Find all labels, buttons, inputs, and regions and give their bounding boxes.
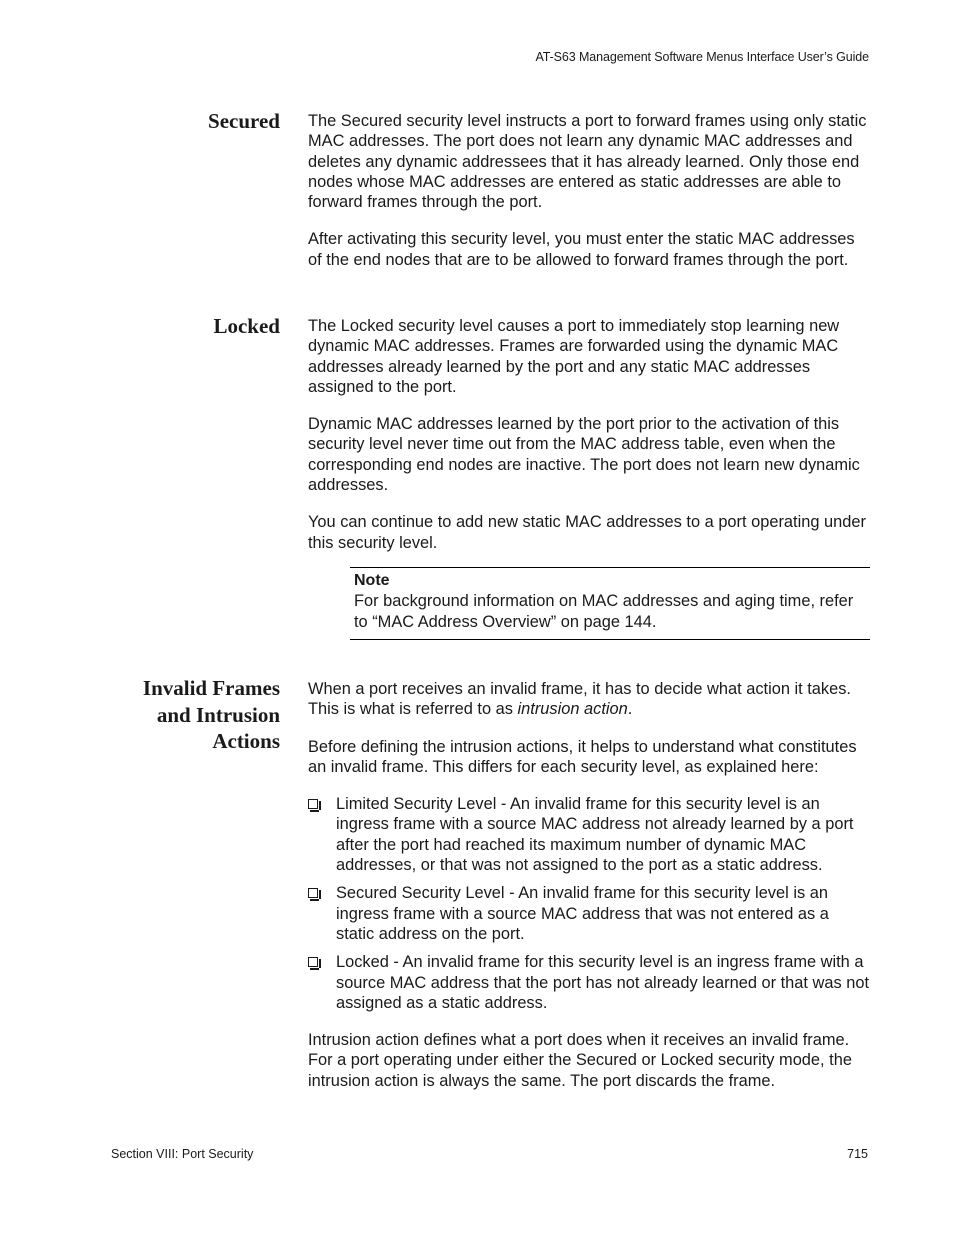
list-item-text: Locked - An invalid frame for this security level is an ingress frame with a source MAC address that the port has not already learned or that was not assigned as a static address. [336, 953, 869, 1012]
heading-line-1: Invalid Frames [142, 676, 280, 700]
list-item [308, 794, 870, 875]
intro-text: When a port receives an invalid frame, it has to decide what action it takes. This is what is referred to as [308, 680, 851, 719]
heading-line-3: Actions [212, 729, 280, 753]
checkbox-bullet-icon [308, 957, 318, 967]
heading-locked: Locked [213, 314, 280, 338]
checkbox-bullet-icon [308, 799, 318, 809]
intro-end: . [627, 700, 633, 719]
list-item-text: Limited Security Level - An invalid frame for this security level is an ingress frame with a source MAC address not already learned by a port after the port had reached its maximum number of dynamic MAC addresses, or that was not assigned to the port as a static address. [336, 795, 854, 875]
heading-line-2: and Intrusion [156, 702, 280, 727]
checkbox-bullet-icon [308, 888, 318, 898]
invalid-intro-paragraph [308, 679, 870, 720]
footer-page-number: 715 [847, 1147, 868, 1161]
locked-paragraph-3: You can continue to add new static MAC addresses to a port operating under this security level. [308, 513, 866, 552]
invalid-closing-paragraph: Intrusion action defines what a port does when it receives an invalid frame. For a port operating under either the Secured or Locked security mode, the intrusion action is always the same. The port discards the frame. [308, 1031, 852, 1090]
list-item [308, 952, 870, 1013]
secured-paragraph-2: After activating this security level, you must enter the static MAC addresses of the end nodes that are to be allowed to forward frames through the port. [308, 230, 855, 269]
footer-section: Section VIII: Port Security [111, 1147, 254, 1161]
list-item-text: Secured Security Level - An invalid frame for this security level is an ingress frame with a source MAC address that was not entered as a static address on the port. [336, 884, 829, 943]
heading-invalid-frames [80, 675, 280, 755]
secured-paragraph-1: The Secured security level instructs a port to forward frames using only static MAC addresses. The port does not learn any dynamic MAC addresses and deletes any dynamic addressees that it has already learned. Only those end nodes whose MAC addresses are entered as static addresses are able to forward frames through the port. [308, 112, 867, 212]
intro-italic-term: intrusion action [517, 700, 628, 719]
locked-paragraph-1: The Locked security level causes a port to immediately stop learning new dynamic MAC addresses. Frames are forwarded using the dynamic MAC addresses already learned by the port and any static MAC addresses assigned to the port. [308, 317, 840, 396]
list-item [308, 883, 870, 944]
heading-secured: Secured [208, 109, 280, 133]
invalid-paragraph-2: Before defining the intrusion actions, it helps to understand what constitutes an invalid frame. This differs for each security level, as explained here: [308, 737, 857, 776]
note-title: Note [354, 571, 390, 589]
running-header: AT-S63 Management Software Menus Interface User’s Guide [535, 50, 869, 64]
invalid-frame-list [308, 794, 870, 1013]
locked-paragraph-2: Dynamic MAC addresses learned by the port prior to the activation of this security level never time out from the MAC address table, even when the corresponding end nodes are inactive. The port does not learn new dynamic addresses. [308, 415, 860, 495]
note-text: For background information on MAC addresses and aging time, refer to “MAC Address Overview” on page 144. [354, 592, 854, 631]
note-box [350, 567, 870, 641]
